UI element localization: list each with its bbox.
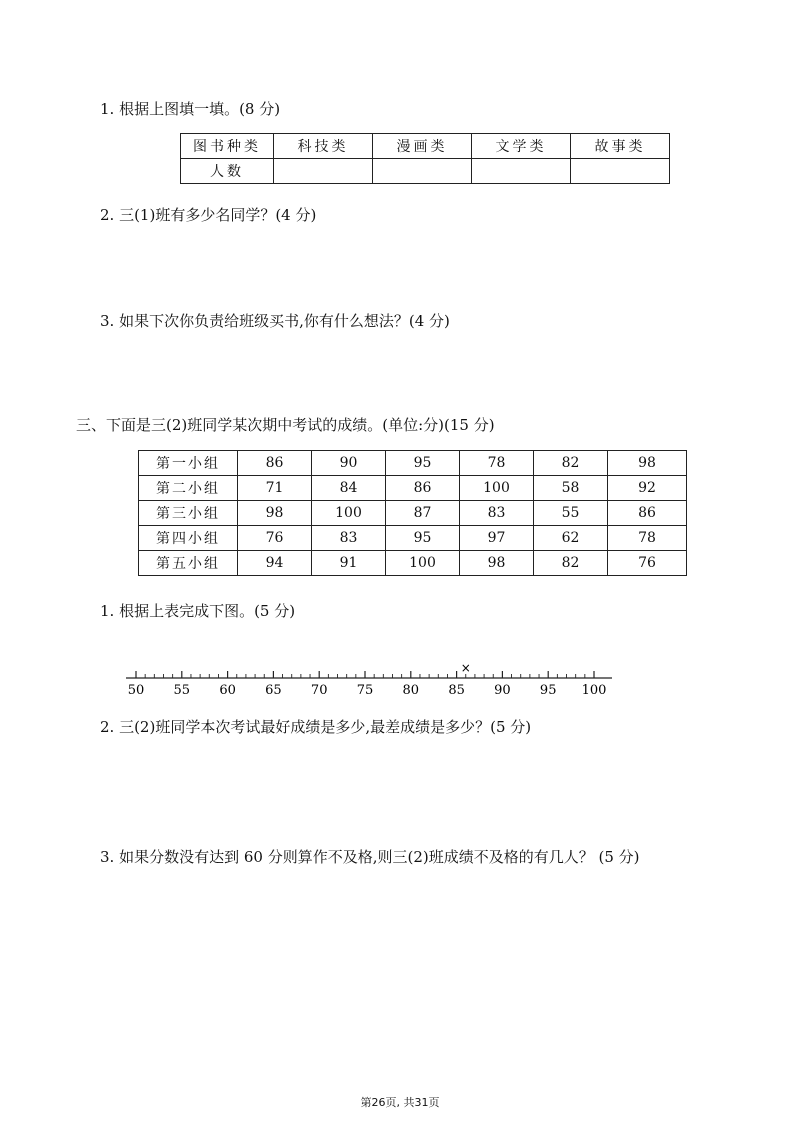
question-2-1: 1. 根据上图填一填。(8 分) xyxy=(100,100,281,118)
score-cell: 55 xyxy=(534,501,608,526)
question-3-1: 1. 根据上表完成下图。(5 分) xyxy=(100,602,296,620)
score-cell: 62 xyxy=(534,526,608,551)
table-header-row xyxy=(181,134,670,159)
row-label: 人数 xyxy=(181,159,274,184)
score-cell: 84 xyxy=(312,476,386,501)
score-cell: 95 xyxy=(386,526,460,551)
score-cell: 86 xyxy=(386,476,460,501)
score-cell: 82 xyxy=(534,451,608,476)
score-cell: 78 xyxy=(608,526,687,551)
score-cell: 92 xyxy=(608,476,687,501)
row-label: 第四小组 xyxy=(139,526,238,551)
score-cell: 58 xyxy=(534,476,608,501)
axis-tick-label: 90 xyxy=(494,683,511,698)
table-row xyxy=(181,159,670,184)
axis-tick-label: 60 xyxy=(219,683,236,698)
score-cell: 100 xyxy=(386,551,460,576)
axis-tick-label: 65 xyxy=(265,683,282,698)
row-label: 第二小组 xyxy=(139,476,238,501)
score-cell: 97 xyxy=(460,526,534,551)
score-cell: 100 xyxy=(312,501,386,526)
axis-tick-label: 50 xyxy=(127,683,145,698)
question-3-2: 2. 三(2)班同学本次考试最好成绩是多少,最差成绩是多少？(5 分) xyxy=(100,718,532,736)
score-cell: 83 xyxy=(460,501,534,526)
row-label: 第一小组 xyxy=(139,451,238,476)
blank-cell[interactable] xyxy=(274,159,373,184)
score-cell: 98 xyxy=(460,551,534,576)
score-cell: 87 xyxy=(386,501,460,526)
score-cell: 82 xyxy=(534,551,608,576)
table-row xyxy=(139,501,687,526)
score-cell: 98 xyxy=(238,501,312,526)
row-label: 第三小组 xyxy=(139,501,238,526)
table-row xyxy=(139,551,687,576)
header-cell: 文学类 xyxy=(472,134,571,159)
score-cell: 71 xyxy=(238,476,312,501)
score-cell: 94 xyxy=(238,551,312,576)
axis-tick-label: 70 xyxy=(310,683,328,698)
score-cell: 90 xyxy=(312,451,386,476)
blank-cell[interactable] xyxy=(373,159,472,184)
data-mark: × xyxy=(460,661,471,675)
page-footer: 第26页, 共31页 xyxy=(360,1096,440,1109)
score-cell: 76 xyxy=(238,526,312,551)
score-cell: 95 xyxy=(386,451,460,476)
score-cell: 83 xyxy=(312,526,386,551)
question-3-3: 3. 如果分数没有达到 60 分则算作不及格,则三(2)班成绩不及格的有几人？ (5 分) xyxy=(100,848,640,866)
score-cell: 91 xyxy=(312,551,386,576)
header-cell: 科技类 xyxy=(274,134,373,159)
axis-tick-label: 55 xyxy=(173,683,191,698)
header-cell: 图书种类 xyxy=(181,134,274,159)
axis-tick-label: 80 xyxy=(402,683,420,698)
section-3-title: 三、下面是三(2)班同学某次期中考试的成绩。(单位:分)(15 分) xyxy=(76,416,495,434)
question-2-3: 3. 如果下次你负责给班级买书,你有什么想法？(4 分) xyxy=(100,312,450,330)
score-cell: 76 xyxy=(608,551,687,576)
score-cell: 86 xyxy=(238,451,312,476)
score-cell: 86 xyxy=(608,501,687,526)
axis-tick-label: 75 xyxy=(356,683,374,698)
number-line-svg xyxy=(120,660,620,704)
score-cell: 98 xyxy=(608,451,687,476)
score-number-line xyxy=(120,660,620,708)
header-cell: 故事类 xyxy=(571,134,670,159)
axis-tick-label: 85 xyxy=(448,683,465,698)
number-line-marks xyxy=(461,661,471,675)
table-row xyxy=(139,476,687,501)
axis-tick-label: 100 xyxy=(581,683,607,698)
table-row xyxy=(139,451,687,476)
number-line-labels xyxy=(128,683,607,698)
score-cell: 100 xyxy=(460,476,534,501)
question-2-2: 2. 三(1)班有多少名同学？(4 分) xyxy=(100,206,317,224)
axis-tick-label: 95 xyxy=(539,683,557,698)
number-line-ticks xyxy=(136,671,594,678)
blank-cell[interactable] xyxy=(571,159,670,184)
score-cell: 78 xyxy=(460,451,534,476)
score-table xyxy=(138,450,687,576)
book-type-table xyxy=(180,133,670,184)
blank-cell[interactable] xyxy=(472,159,571,184)
table-row xyxy=(139,526,687,551)
row-label: 第五小组 xyxy=(139,551,238,576)
header-cell: 漫画类 xyxy=(373,134,472,159)
